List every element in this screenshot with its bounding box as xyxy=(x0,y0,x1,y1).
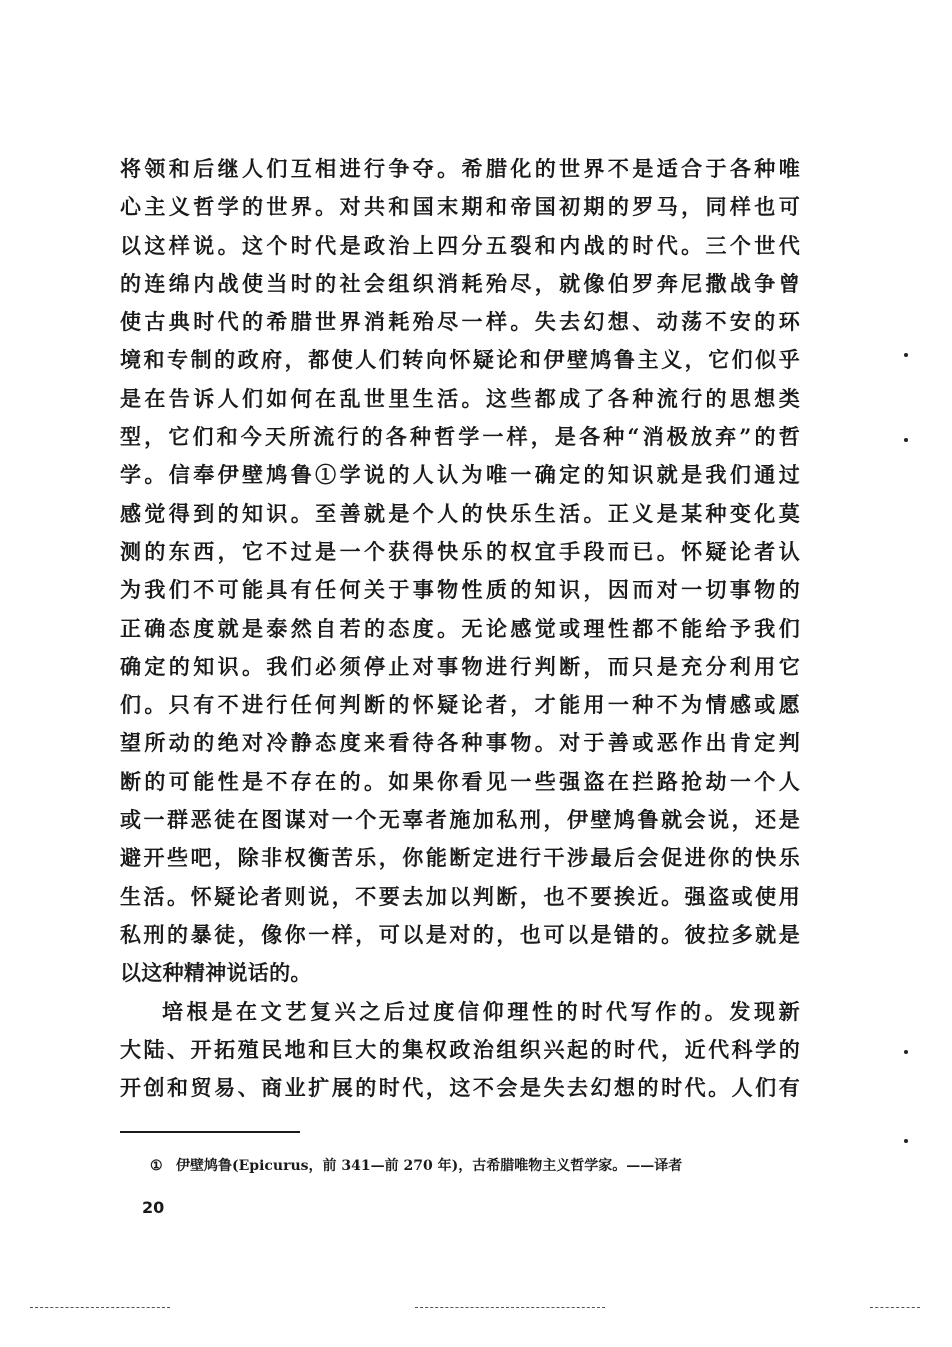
text-line: 生活。怀疑论者则说，不要去加以判断，也不要挨近。强盗或使用 xyxy=(120,883,800,909)
footnote-text: 伊壁鸠鲁(Epicurus，前 341—前 270 年)，古希腊唯物主义哲学家。——译者 xyxy=(176,1158,683,1174)
scan-speck xyxy=(904,1050,908,1054)
text-line: 望所动的绝对冷静态度来看待各种事物。对于善或恶作出肯定判 xyxy=(120,730,800,756)
scan-edge-mark xyxy=(870,1307,920,1308)
text-line: 以这样说。这个时代是政治上四分五裂和内战的时代。三个世代 xyxy=(120,232,800,258)
paragraph-1 xyxy=(120,150,800,993)
text-line: 以这种精神说话的。 xyxy=(120,960,312,986)
text-line: 学。信奉伊壁鸠鲁①学说的人认为唯一确定的知识就是我们通过 xyxy=(120,462,800,488)
scan-speck xyxy=(904,438,908,442)
footnote-mark: ① xyxy=(150,1158,163,1174)
scan-edge-mark xyxy=(415,1307,605,1308)
main-text xyxy=(120,150,800,1107)
scan-speck xyxy=(904,1139,908,1143)
footnote xyxy=(150,1155,810,1177)
text-line: 心主义哲学的世界。对共和国末期和帝国初期的罗马，同样也可 xyxy=(120,194,800,220)
text-line: 们。只有不进行任何判断的怀疑论者，才能用一种不为情感或愿 xyxy=(120,692,800,718)
text-line: 培根是在文艺复兴之后过度信仰理性的时代写作的。发现新 xyxy=(162,998,800,1024)
text-line: 型，它们和今天所流行的各种哲学一样，是各种“消极放弃”的哲 xyxy=(120,424,800,450)
text-line: 测的东西，它不过是一个获得快乐的权宜手段而已。怀疑论者认 xyxy=(120,538,800,564)
text-line: 开创和贸易、商业扩展的时代，这不会是失去幻想的时代。人们有 xyxy=(120,1075,800,1101)
text-line: 正确态度就是泰然自若的态度。无论感觉或理性都不能给予我们 xyxy=(120,615,800,641)
text-line: 大陆、开拓殖民地和巨大的集权政治组织兴起的时代，近代科学的 xyxy=(120,1036,800,1062)
text-line: 为我们不可能具有任何关于事物性质的知识，因而对一切事物的 xyxy=(120,577,800,603)
text-line: 感觉得到的知识。至善就是个人的快乐生活。正义是某种变化莫 xyxy=(120,500,800,526)
text-line: 确定的知识。我们必须停止对事物进行判断，而只是充分利用它 xyxy=(120,653,800,679)
text-line: 的连绵内战使当时的社会组织消耗殆尽，就像伯罗奔尼撒战争曾 xyxy=(120,270,800,296)
text-line: 或一群恶徒在图谋对一个无辜者施加私刑，伊壁鸠鲁就会说，还是 xyxy=(120,807,800,833)
text-line: 境和专制的政府，都使人们转向怀疑论和伊壁鸠鲁主义，它们似乎 xyxy=(120,347,800,373)
text-line: 是在告诉人们如何在乱世里生活。这些都成了各种流行的思想类 xyxy=(120,385,800,411)
text-line: 使古典时代的希腊世界消耗殆尽一样。失去幻想、动荡不安的环 xyxy=(120,309,800,335)
text-line: 私刑的暴徒，像你一样，可以是对的，也可以是错的。彼拉多就是 xyxy=(120,921,800,947)
text-line: 将领和后继人们互相进行争夺。希腊化的世界不是适合于各种唯 xyxy=(120,156,800,181)
page-number: 20 xyxy=(142,1198,165,1217)
text-line: 避开些吧，除非权衡苦乐，你能断定进行干涉最后会促进你的快乐 xyxy=(120,845,800,871)
text-line: 断的可能性是不存在的。如果你看见一些强盗在拦路抢劫一个人 xyxy=(120,768,800,794)
scan-speck xyxy=(904,353,908,357)
scan-edge-mark xyxy=(30,1307,170,1308)
paragraph-2 xyxy=(120,993,800,1108)
footnote-divider xyxy=(120,1131,300,1133)
